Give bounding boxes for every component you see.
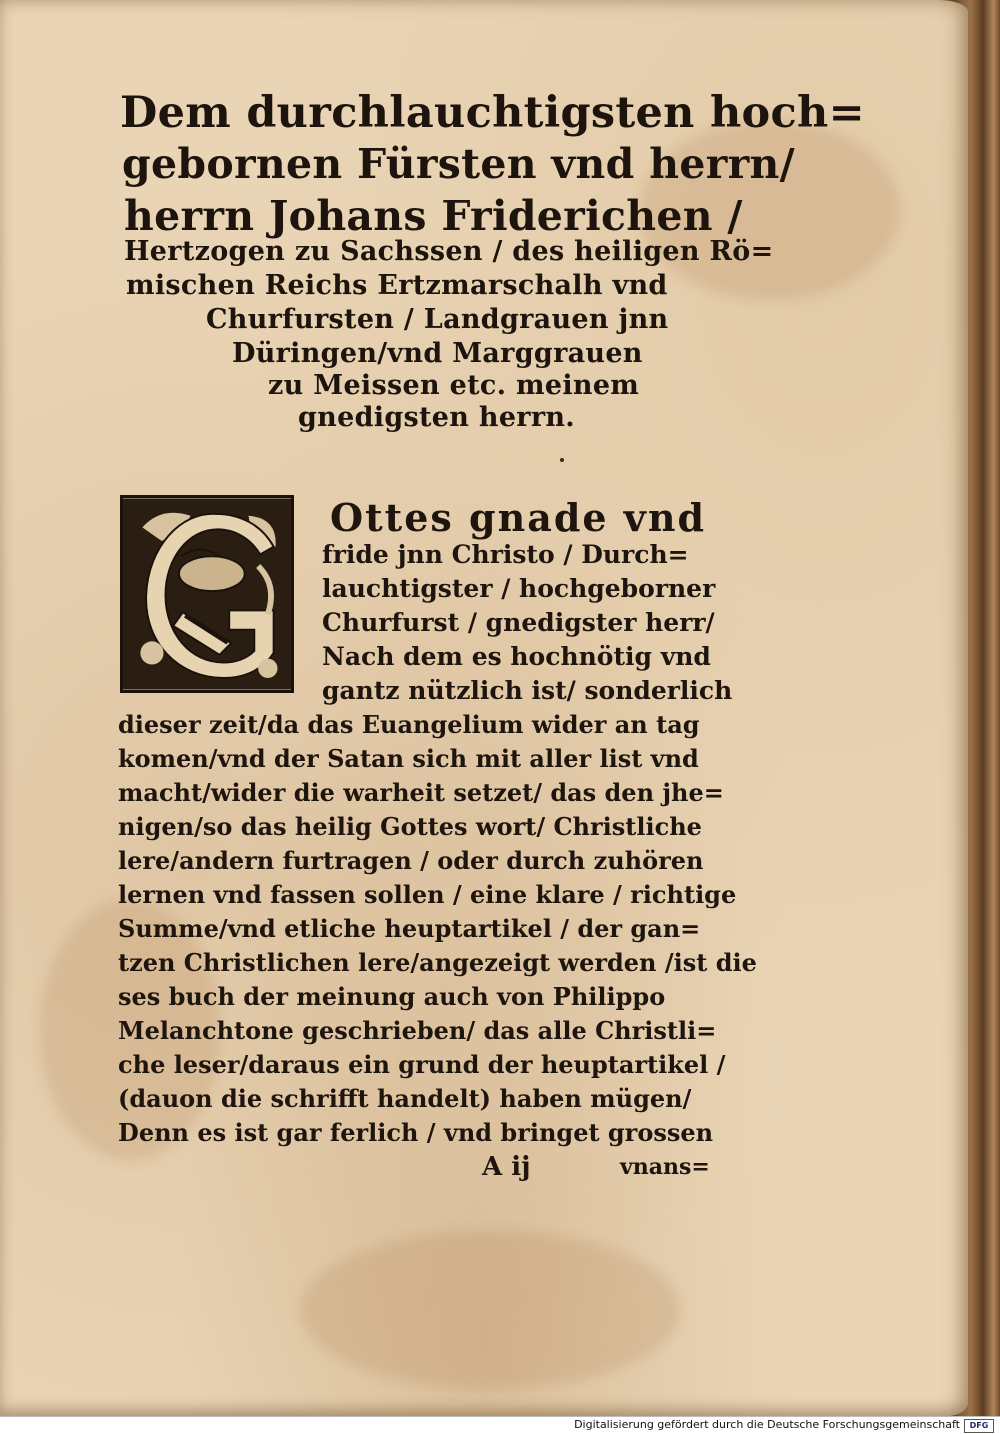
decorated-initial [120, 495, 294, 693]
heading-line: gebornen Fürsten vnd herrn/ [122, 140, 795, 188]
body-line: che leser/daraus ein grund der heuptartikel / [118, 1050, 726, 1079]
signature-mark: A ij [482, 1152, 531, 1182]
body-line: Nach dem es hochnötig vnd [322, 642, 711, 671]
body-line: nigen/so das heilig Gottes wort/ Christliche [118, 812, 702, 841]
body-line: lernen vnd fassen sollen / eine klare / richtige [118, 880, 737, 909]
heading-line: Düringen/vnd Marggrauen [232, 338, 643, 369]
body-line: gantz nützlich ist/ sonderlich [322, 676, 733, 705]
body-line: Churfurst / gnedigster herr/ [322, 608, 715, 637]
body-line: lere/andern furtragen / oder durch zuhören [118, 846, 704, 875]
body-line: macht/wider die warheit setzet/ das den jhe= [118, 778, 724, 807]
heading-line: Dem durchlauchtigsten hoch= [120, 88, 865, 138]
footer-credit: Digitalisierung gefördert durch die Deutsche Forschungsgemeinschaft [574, 1418, 960, 1431]
body-line: komen/vnd der Satan sich mit aller list vnd [118, 744, 699, 773]
heading-line: zu Meissen etc. meinem [268, 370, 640, 401]
heading-line: Churfursten / Landgrauen jnn [206, 304, 669, 335]
body-line: Summe/vnd etliche heuptartikel / der gan= [118, 914, 701, 943]
heading-line: herrn Johans Friderichen / [124, 192, 743, 240]
body-line: dieser zeit/da das Euangelium wider an tag [118, 710, 700, 739]
heading-line: Hertzogen zu Sachssen / des heiligen Rö= [124, 236, 774, 267]
body-line: Ottes gnade vnd [330, 495, 707, 540]
body-line: fride jnn Christo / Durch= [322, 540, 689, 569]
body-line: tzen Christlichen lere/angezeigt werden /ist die [118, 948, 757, 977]
catchword: vnans= [620, 1154, 710, 1180]
digitization-footer [0, 1416, 1000, 1434]
body-line: ses buch der meinung auch von Philippo [118, 982, 666, 1011]
ink-dot [560, 458, 564, 462]
dfg-logo-icon: DFG [964, 1419, 994, 1433]
body-line: Melanchtone geschrieben/ das alle Christli= [118, 1016, 717, 1045]
woodcut-initial-icon [123, 498, 291, 690]
heading-line: gnedigsten herrn. [298, 402, 575, 433]
body-line: lauchtigster / hochgeborner [322, 574, 716, 603]
page-stain [300, 1230, 680, 1390]
body-line: (dauon die schrifft handelt) haben mügen/ [118, 1084, 692, 1113]
body-line: Denn es ist gar ferlich / vnd bringet grossen [118, 1118, 714, 1147]
heading-line: mischen Reichs Ertzmarschalh vnd [126, 270, 668, 301]
